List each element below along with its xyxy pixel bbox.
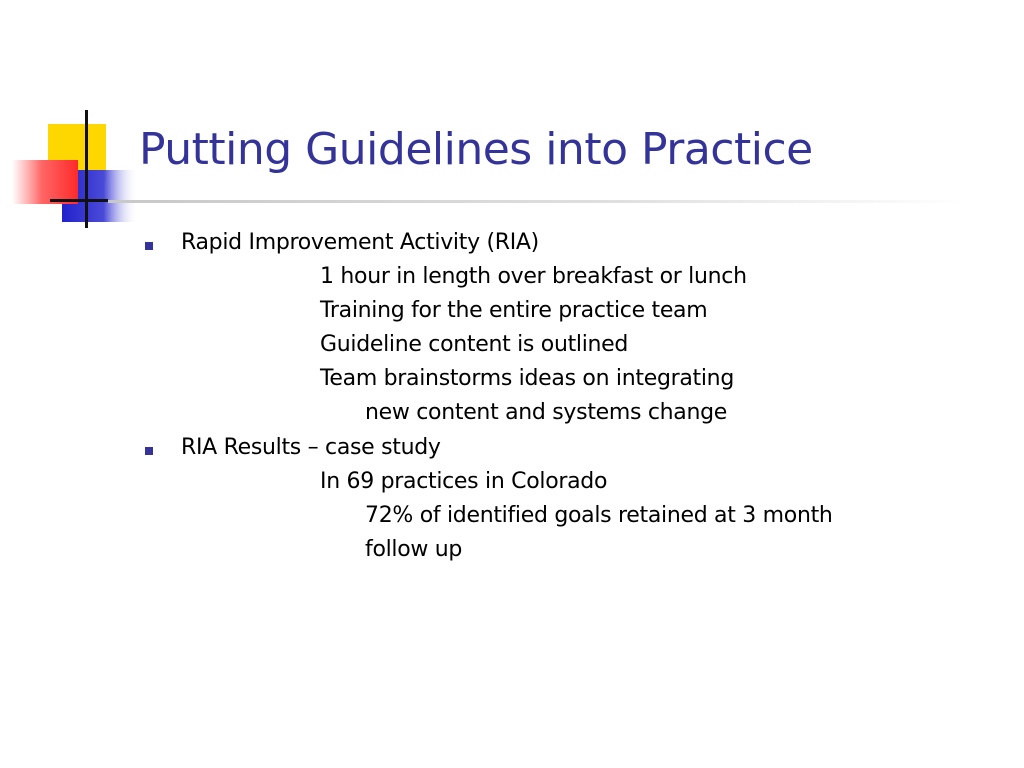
sub-point: Training for the entire practice team	[320, 298, 708, 323]
sub-point-continuation: 72% of identified goals retained at 3 month	[365, 503, 833, 528]
sub-point: Team brainstorms ideas on integrating	[320, 366, 734, 391]
bullet-text: RIA Results – case study	[181, 435, 441, 460]
sub-point-continuation: follow up	[365, 537, 463, 562]
bullet-marker	[145, 242, 153, 250]
sub-point: Guideline content is outlined	[320, 332, 629, 357]
sub-point-continuation: new content and systems change	[365, 400, 728, 425]
slide-title: Putting Guidelines into Practice	[139, 124, 813, 175]
sub-point: 1 hour in length over breakfast or lunch	[320, 264, 747, 289]
sub-point: In 69 practices in Colorado	[320, 469, 608, 494]
bullet-marker	[145, 447, 153, 455]
bullet-text: Rapid Improvement Activity (RIA)	[181, 230, 539, 255]
